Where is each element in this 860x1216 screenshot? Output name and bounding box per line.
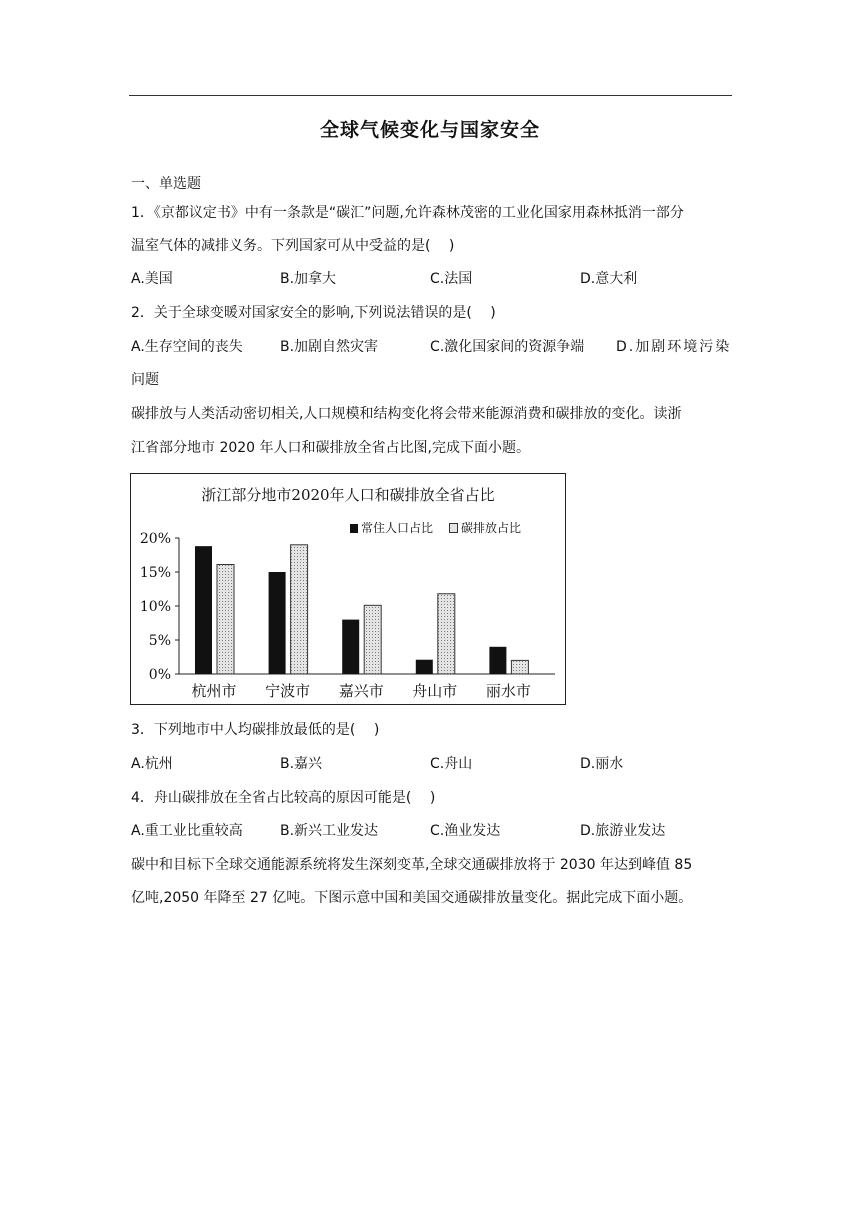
bar-population	[342, 620, 359, 674]
q1-option-a: A.美国	[131, 271, 173, 287]
q1-stem-line1: 1．《京都议定书》中有一条款是“碳汇”问题,允许森林茂密的工业化国家用森林抵消一部分	[131, 205, 684, 221]
passage1-line2: 江省部分地市 2020 年人口和碳排放全省占比图,完成下面小题。	[131, 440, 530, 456]
q1-option-b: B.加拿大	[280, 271, 337, 287]
q1-stem-line2: 温室气体的减排义务。下列国家可从中受益的是( )	[131, 238, 455, 254]
q4-option-c: C.渔业发达	[430, 823, 501, 839]
x-tick-label: 嘉兴市	[338, 682, 384, 700]
passage2-line1: 碳中和目标下全球交通能源系统将发生深刻变革,全球交通碳排放将于 2030 年达到峰值 85	[131, 857, 693, 873]
bar-population	[195, 546, 212, 674]
q2-option-d-continued: 问题	[131, 372, 159, 388]
bar-chart	[130, 473, 566, 705]
q2-option-d: D.加剧环境污染	[616, 339, 732, 355]
bar-emission	[364, 605, 381, 674]
bar-population	[416, 660, 433, 674]
y-tick-label: 10%	[139, 599, 171, 615]
passage1-line1: 碳排放与人类活动密切相关,人口规模和结构变化将会带来能源消费和碳排放的变化。读浙	[131, 406, 682, 422]
chart-legend	[350, 519, 521, 536]
bar-population	[489, 647, 506, 674]
q3-stem: 3．下列地市中人均碳排放最低的是( )	[131, 722, 380, 738]
q2-stem: 2．关于全球变暖对国家安全的影响,下列说法错误的是( )	[131, 305, 496, 321]
page-title: 全球气候变化与国家安全	[319, 119, 540, 141]
q1-option-d: D.意大利	[580, 271, 638, 287]
y-tick-label: 0%	[148, 667, 171, 683]
chart-title: 浙江部分地市2020年人口和碳排放全省占比	[201, 486, 495, 504]
bar-emission	[511, 660, 528, 674]
y-tick-label: 15%	[139, 565, 171, 581]
legend-swatch-population	[350, 524, 358, 533]
legend-label-emission: 碳排放占比	[461, 521, 522, 535]
y-tick-label: 20%	[139, 531, 171, 547]
bar-emission	[217, 565, 234, 674]
q4-option-a: A.重工业比重较高	[131, 823, 243, 839]
legend-swatch-emission	[449, 523, 458, 533]
x-tick-label: 杭州市	[191, 682, 237, 700]
chart-plot	[131, 474, 565, 704]
header-rule	[129, 95, 732, 96]
q3-option-d: D.丽水	[580, 756, 624, 772]
q4-option-d: D.旅游业发达	[580, 823, 666, 839]
q3-option-c: C.舟山	[430, 756, 473, 772]
q3-option-b: B.嘉兴	[280, 756, 323, 772]
q1-option-c: C.法国	[430, 271, 473, 287]
bar-emission	[438, 594, 455, 674]
section-heading: 一、单选题	[131, 176, 201, 192]
q2-option-b: B.加剧自然灾害	[280, 339, 379, 355]
bar-population	[269, 572, 286, 674]
x-tick-label: 丽水市	[485, 682, 531, 700]
q3-option-a: A.杭州	[131, 756, 173, 772]
q4-stem: 4．舟山碳排放在全省占比较高的原因可能是( )	[131, 790, 436, 806]
q2-option-c: C.激化国家间的资源争端	[430, 339, 585, 355]
x-tick-label: 舟山市	[412, 682, 458, 700]
legend-label-population: 常住人口占比	[361, 521, 434, 535]
bar-emission	[291, 545, 308, 674]
passage2-line2: 亿吨,2050 年降至 27 亿吨。下图示意中国和美国交通碳排放量变化。据此完成下面小题。	[131, 890, 693, 906]
y-tick-label: 5%	[148, 633, 171, 649]
q4-option-b: B.新兴工业发达	[280, 823, 379, 839]
x-tick-label: 宁波市	[265, 682, 311, 700]
q2-option-a: A.生存空间的丧失	[131, 339, 243, 355]
